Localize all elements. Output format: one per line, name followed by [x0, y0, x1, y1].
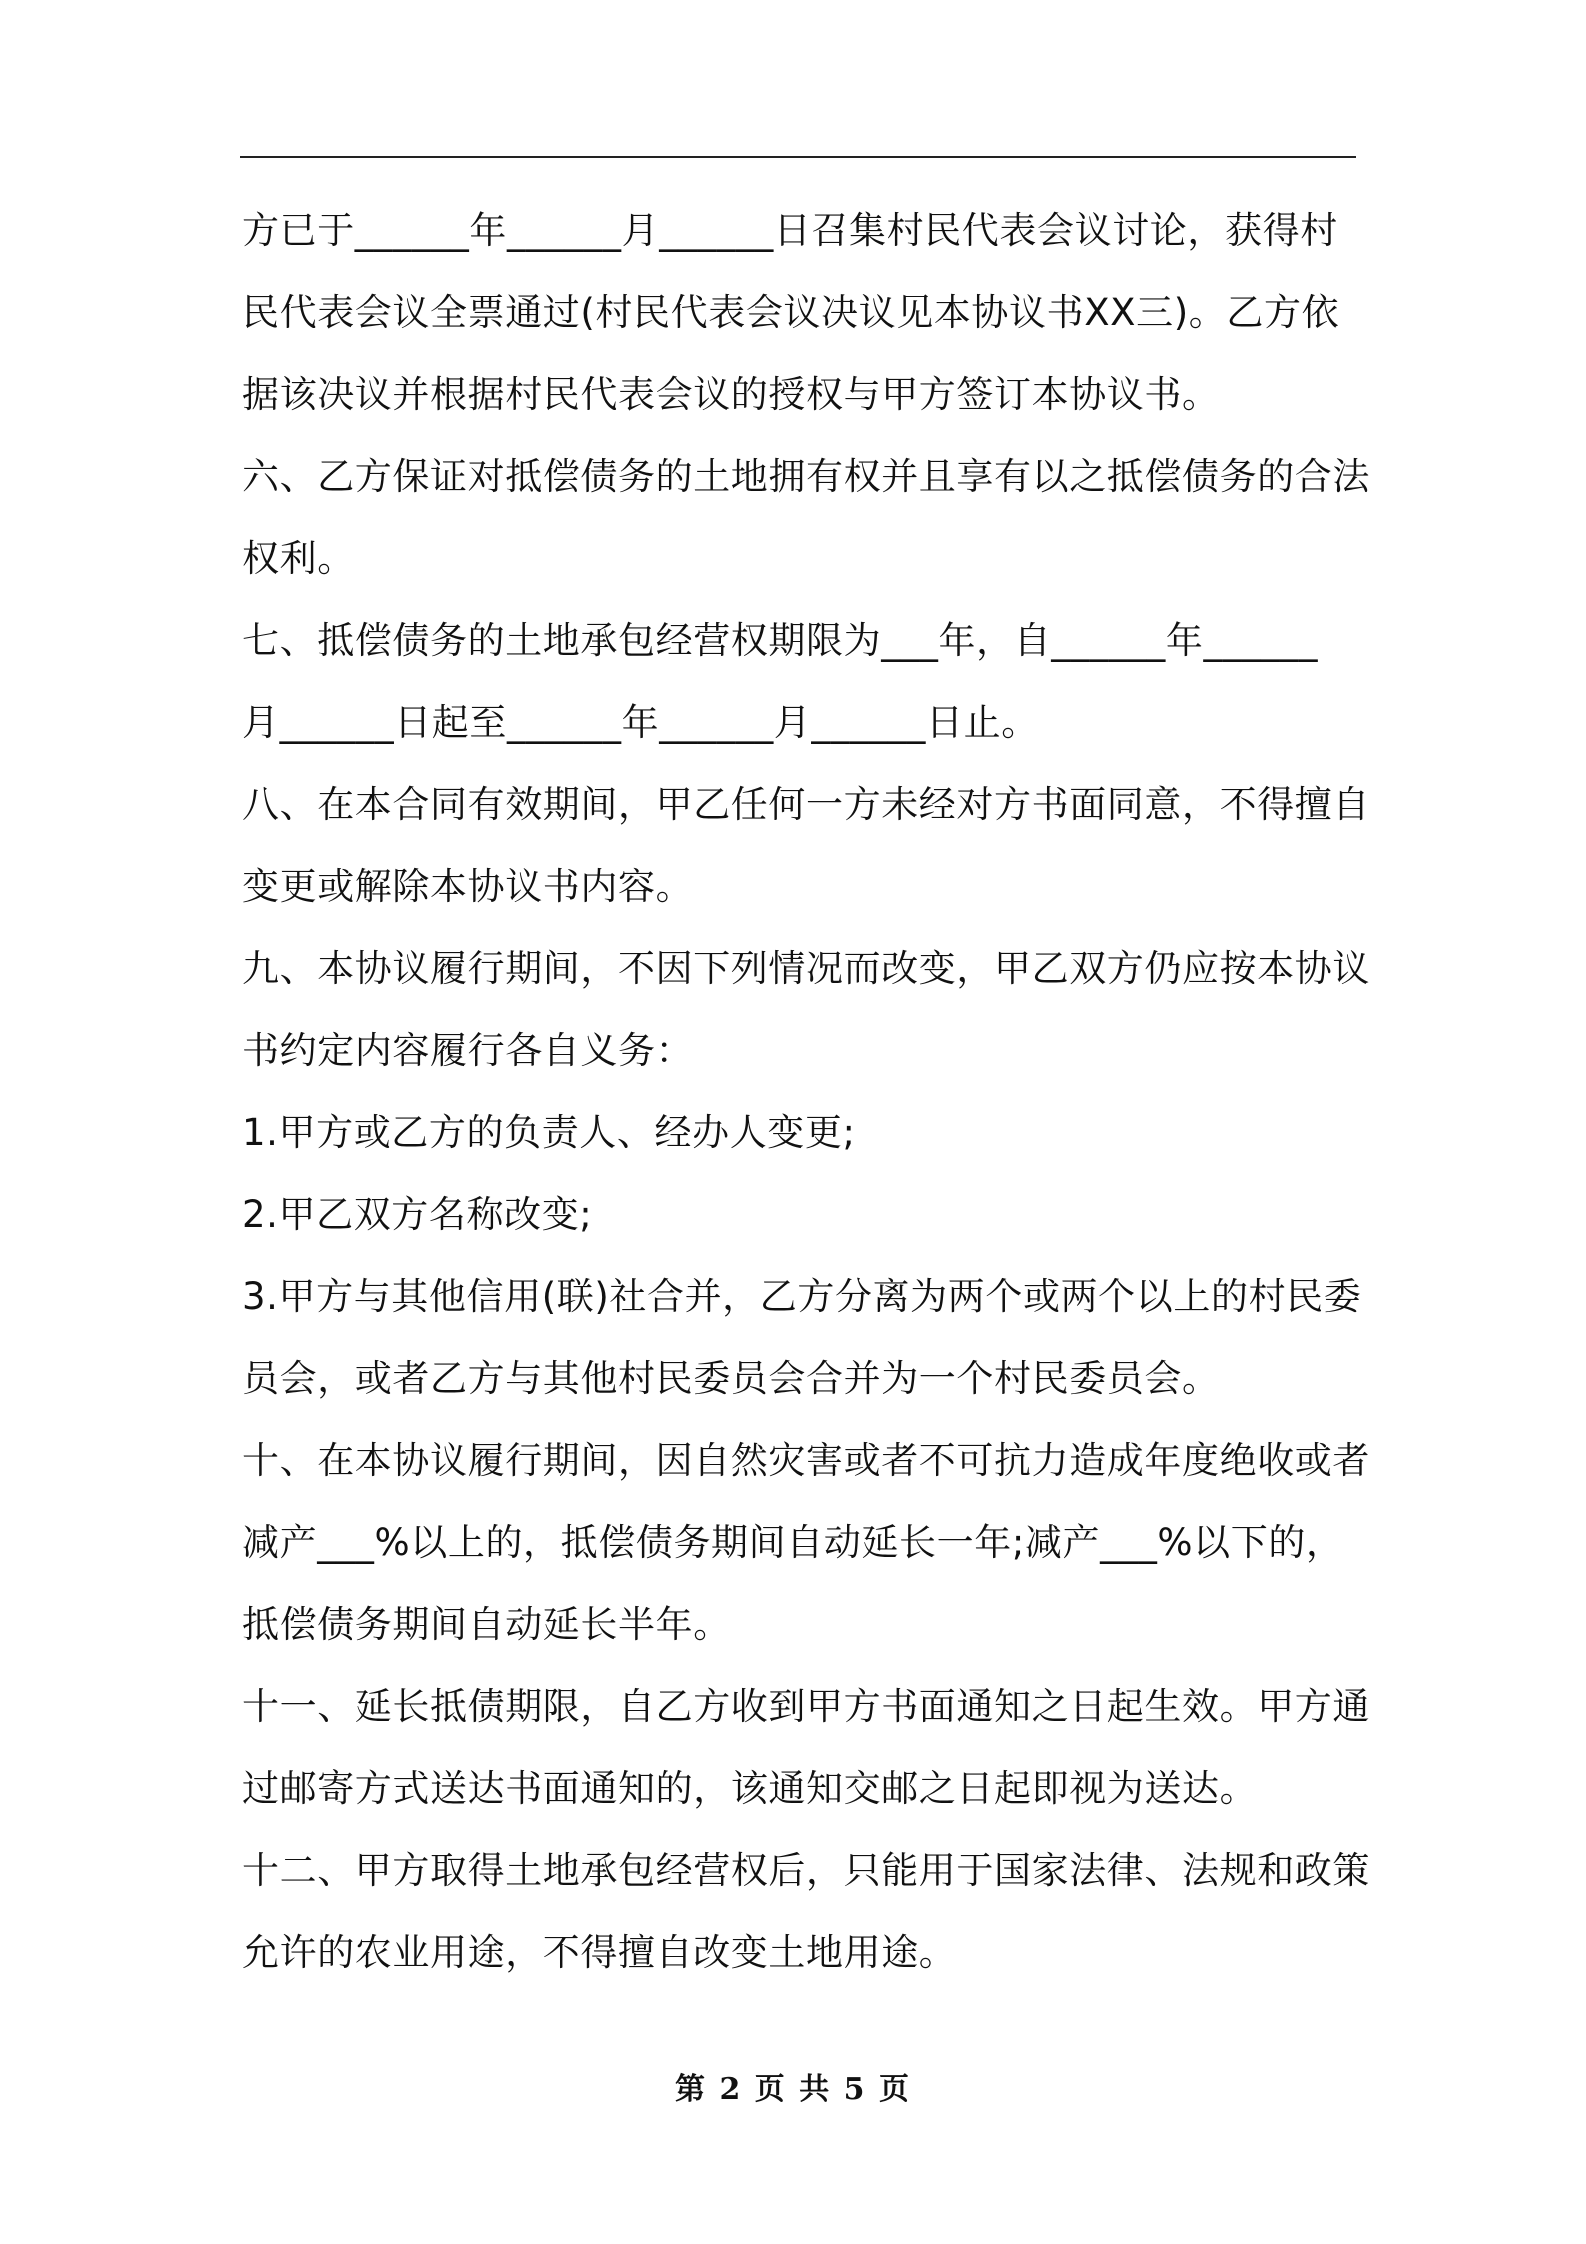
- text-line: 月______日起至______年______月______日止。: [242, 701, 1039, 744]
- agreement-body: [242, 190, 1370, 1994]
- text-line: 民代表会议全票通过(村民代表会议决议见本协议书XX三)。乙方依: [242, 291, 1340, 334]
- clause-11-line: 十一、延长抵债期限，自乙方收到甲方书面通知之日起生效。甲方通: [242, 1685, 1370, 1728]
- text-line: 减产___%以上的，抵偿债务期间自动延长一年;减产___%以下的，: [242, 1521, 1344, 1564]
- text-line: 权利。: [242, 537, 355, 580]
- list-item-3: 3.甲方与其他信用(联)社合并，乙方分离为两个或两个以上的村民委: [242, 1275, 1362, 1318]
- page-number: 第 2 页 共 5 页: [675, 2072, 911, 2107]
- text-line: 员会，或者乙方与其他村民委员会合并为一个村民委员会。: [242, 1357, 1220, 1400]
- text-line: 允许的农业用途，不得擅自改变土地用途。: [242, 1931, 957, 1974]
- clause-10-line: 十、在本协议履行期间，因自然灾害或者不可抗力造成年度绝收或者: [242, 1439, 1370, 1482]
- clause-9-line: 九、本协议履行期间，不因下列情况而改变，甲乙双方仍应按本协议: [242, 947, 1370, 990]
- text-line: 变更或解除本协议书内容。: [242, 865, 694, 908]
- text-line: 抵偿债务期间自动延长半年。: [242, 1603, 731, 1646]
- clause-7-line: 七、抵偿债务的土地承包经营权期限为___年，自______年______: [242, 619, 1319, 662]
- clause-6-line: 六、乙方保证对抵偿债务的土地拥有权并且享有以之抵偿债务的合法: [242, 455, 1370, 498]
- clause-8-line: 八、在本合同有效期间，甲乙任何一方未经对方书面同意，不得擅自: [242, 783, 1370, 826]
- header-divider: [240, 156, 1356, 158]
- clause-12-line: 十二、甲方取得土地承包经营权后，只能用于国家法律、法规和政策: [242, 1849, 1370, 1892]
- text-line: 方已于______年______月______日召集村民代表会议讨论，获得村: [242, 209, 1338, 252]
- list-item-2: 2.甲乙双方名称改变;: [242, 1193, 593, 1236]
- text-line: 书约定内容履行各自义务：: [242, 1029, 694, 1072]
- text-line: 据该决议并根据村民代表会议的授权与甲方签订本协议书。: [242, 373, 1220, 416]
- list-item-1: 1.甲方或乙方的负责人、经办人变更;: [242, 1111, 856, 1154]
- text-line: 过邮寄方式送达书面通知的，该通知交邮之日起即视为送达。: [242, 1767, 1258, 1810]
